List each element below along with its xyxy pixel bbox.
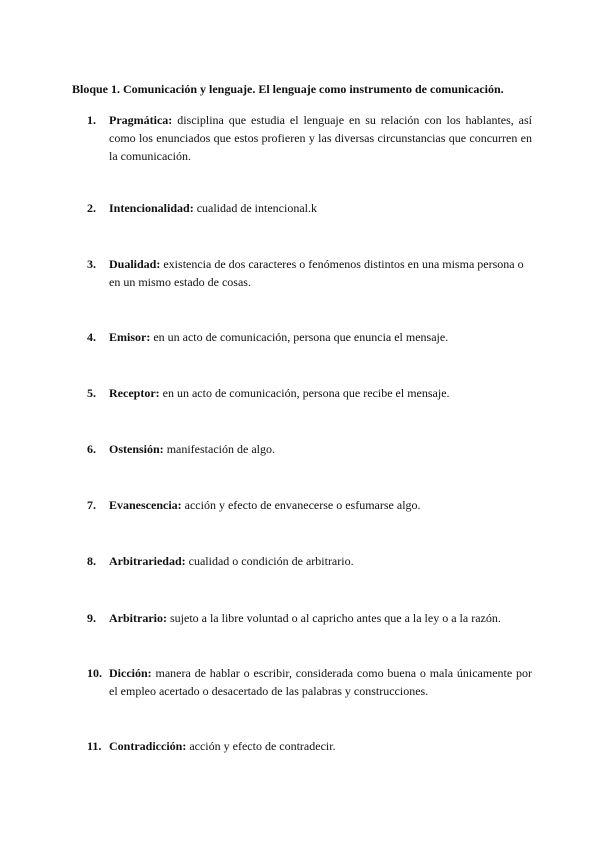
item-body: [109, 552, 532, 570]
item-definition: en un acto de comunicación, persona que recibe el mensaje.: [162, 386, 450, 400]
item-term: Dualidad:: [109, 257, 161, 271]
item-term: Arbitrario:: [109, 611, 167, 625]
list-item-contradiccion: [87, 737, 532, 755]
item-number: 1.: [87, 113, 96, 127]
item-body: [109, 609, 532, 627]
item-term: Contradicción:: [109, 739, 187, 753]
item-body: [109, 664, 532, 700]
item-number: 10.: [87, 666, 102, 680]
item-definition: manifestación de algo.: [166, 442, 275, 456]
item-term: Arbitrariedad:: [109, 554, 186, 568]
item-number: 7.: [87, 498, 96, 512]
item-definition: existencia de dos caracteres o fenómenos distintos en una misma persona o en un mismo estado de cosas.: [109, 257, 524, 289]
list-item-receptor: [87, 384, 532, 402]
item-definition: disciplina que estudia el lenguaje en su relación con los hablantes, así como los enunciados que estos profieren y las diversas circunstancias que concurren en la comunicación.: [109, 113, 532, 163]
item-body: [109, 440, 532, 458]
item-term: Pragmática:: [109, 113, 173, 127]
list-item-diccion: [87, 664, 532, 700]
list-item-intencionalidad: [87, 199, 532, 217]
item-term: Ostensión:: [109, 442, 164, 456]
item-number: 8.: [87, 554, 96, 568]
item-definition: acción y efecto de contradecir.: [189, 739, 336, 753]
item-number: 6.: [87, 442, 96, 456]
item-term: Intencionalidad:: [109, 201, 194, 215]
item-number: 5.: [87, 386, 96, 400]
item-definition: acción y efecto de envanecerse o esfumarse algo.: [184, 498, 421, 512]
item-body: [109, 328, 532, 346]
item-definition: manera de hablar o escribir, considerada como buena o mala únicamente por el empleo acertado o desacertado de las palabras y construcciones.: [109, 666, 533, 698]
item-number: 9.: [87, 611, 96, 625]
item-definition: sujeto a la libre voluntad o al capricho antes que a la ley o a la razón.: [169, 611, 501, 625]
list-item-arbitrariedad: [87, 552, 532, 570]
item-body: [109, 199, 532, 217]
item-definition: cualidad de intencional.k: [196, 201, 317, 215]
item-term: Evanescencia:: [109, 498, 182, 512]
list-item-evanescencia: [87, 496, 532, 514]
item-body: [109, 255, 532, 291]
item-body: [109, 737, 532, 755]
item-body: [109, 384, 532, 402]
item-definition: cualidad o condición de arbitrario.: [188, 554, 354, 568]
item-number: 11.: [87, 739, 102, 753]
item-number: 2.: [87, 201, 96, 215]
item-term: Emisor:: [109, 330, 151, 344]
page-title: Bloque 1. Comunicación y lenguaje. El lenguaje como instrumento de comunicación.: [72, 82, 504, 96]
item-term: Receptor:: [109, 386, 160, 400]
list-item-emisor: [87, 328, 532, 346]
list-item-pragmatica: [87, 111, 532, 165]
item-definition: en un acto de comunicación, persona que enuncia el mensaje.: [153, 330, 449, 344]
list-item-ostension: [87, 440, 532, 458]
item-term: Dicción:: [109, 666, 152, 680]
list-item-arbitrario: [87, 609, 532, 627]
list-item-dualidad: [87, 255, 532, 291]
item-number: 3.: [87, 257, 96, 271]
item-body: [109, 496, 532, 514]
item-number: 4.: [87, 330, 96, 344]
item-body: [109, 111, 532, 165]
